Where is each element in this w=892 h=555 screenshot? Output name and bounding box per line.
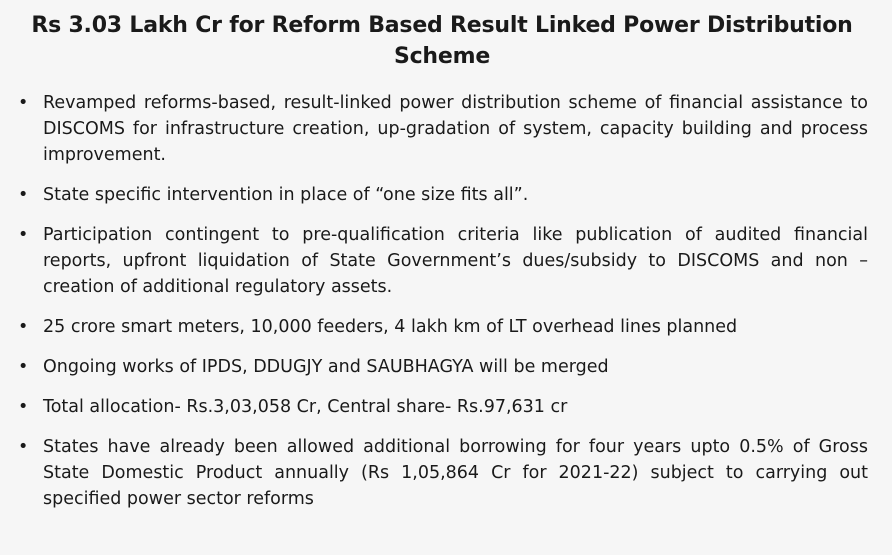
list-item — [16, 354, 868, 380]
list-item — [16, 182, 868, 208]
bullet-icon: • — [18, 225, 29, 245]
bullet-icon: • — [18, 437, 29, 457]
bullet-icon: • — [18, 93, 29, 113]
list-item-text: State specific intervention in place of “one size fits all”. — [43, 185, 529, 205]
bullet-icon: • — [18, 185, 29, 205]
list-item-text: Total allocation- Rs.3,03,058 Cr, Central share- Rs.97,631 cr — [43, 397, 568, 417]
bullet-icon: • — [18, 357, 29, 377]
list-item — [16, 394, 868, 420]
list-item — [16, 434, 868, 512]
list-item-text: States have already been allowed additional borrowing for four years upto 0.5% of Gross State Domestic Product annually (Rs 1,05,864 Cr for 2021-22) subject to carrying out specified power sector reforms — [43, 437, 868, 509]
list-item — [16, 222, 868, 300]
bullet-icon: • — [18, 397, 29, 417]
list-item — [16, 90, 868, 168]
bullet-list — [16, 90, 868, 512]
slide-title: Rs 3.03 Lakh Cr for Reform Based Result Linked Power Distribution Scheme — [31, 13, 853, 69]
list-item-text: 25 crore smart meters, 10,000 feeders, 4 lakh km of LT overhead lines planned — [43, 317, 738, 337]
list-item-text: Participation contingent to pre-qualification criteria like publication of audited financial reports, upfront liquidation of State Government’s dues/subsidy to DISCOMS and non – creation of additional regulatory assets. — [43, 225, 868, 297]
list-item-text: Ongoing works of IPDS, DDUGJY and SAUBHAGYA will be merged — [43, 357, 609, 377]
bullet-icon: • — [18, 317, 29, 337]
list-item — [16, 314, 868, 340]
list-item-text: Revamped reforms-based, result-linked power distribution scheme of financial assistance to DISCOMS for infrastructure creation, up-gradation of system, capacity building and process improvement. — [43, 93, 868, 165]
